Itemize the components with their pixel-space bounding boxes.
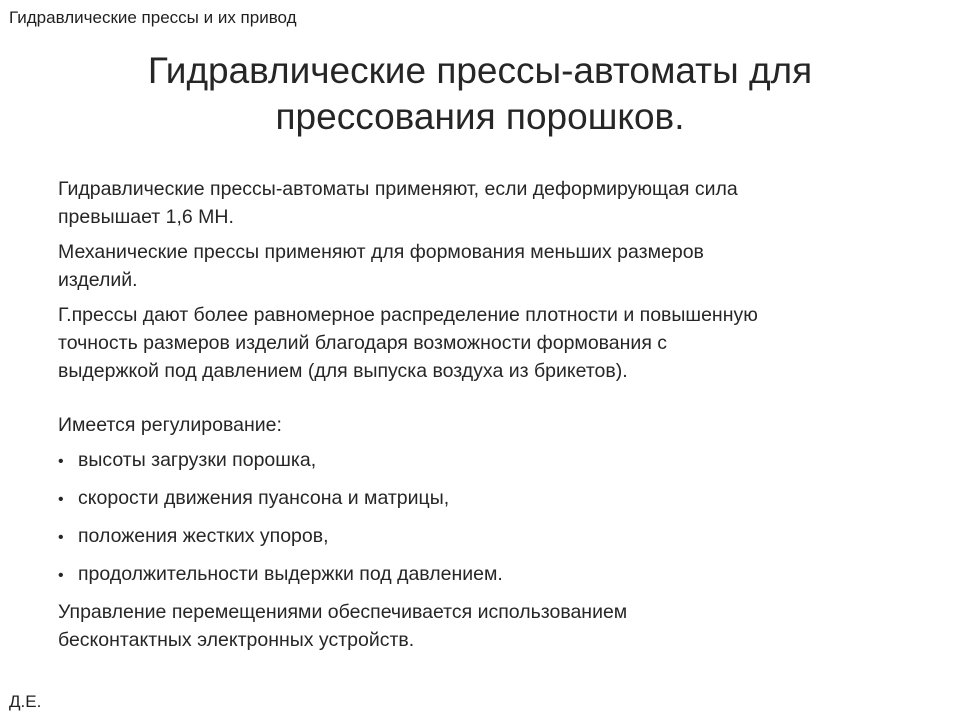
bullet-icon: • bbox=[58, 453, 64, 470]
bullet-icon: • bbox=[58, 529, 64, 546]
regulation-intro: Имеется регулирование: bbox=[58, 414, 282, 436]
paragraph-density-accuracy: Г.прессы дают более равномерное распределение плотности и повышенную точность размеров изделий благодаря возможности формования с выдержкой под давлением (для выпуска воздуха из брикетов). bbox=[58, 304, 758, 382]
list-item bbox=[58, 446, 758, 476]
header-label: Гидравлические прессы и их привод bbox=[9, 8, 297, 27]
paragraph-mechanical-presses: Механические прессы применяют для формования меньших размеров изделий. bbox=[58, 241, 704, 291]
list-item bbox=[58, 484, 758, 514]
list-item bbox=[58, 560, 758, 590]
list-item-text: продолжительности выдержки под давлением. bbox=[78, 563, 503, 585]
list-item-text: положения жестких упоров, bbox=[78, 525, 329, 547]
list-item bbox=[58, 522, 758, 552]
bullet-icon: • bbox=[58, 491, 64, 508]
bullet-icon: • bbox=[58, 567, 64, 584]
list-item-text: высоты загрузки порошка, bbox=[78, 449, 317, 471]
list-item-text: скорости движения пуансона и матрицы, bbox=[78, 487, 450, 509]
slide-body bbox=[58, 175, 758, 661]
regulation-list bbox=[58, 446, 758, 590]
footer-label: Д.Е. bbox=[9, 692, 42, 711]
slide-title: Гидравлические прессы-автоматы для прессования порошков. bbox=[147, 50, 813, 137]
paragraph-control: Управление перемещениями обеспечивается использованием бесконтактных электронных устройств. bbox=[58, 601, 628, 651]
paragraph-hydraulic-presses: Гидравлические прессы-автоматы применяют, если деформирующая сила превышает 1,6 МН. bbox=[58, 178, 738, 228]
